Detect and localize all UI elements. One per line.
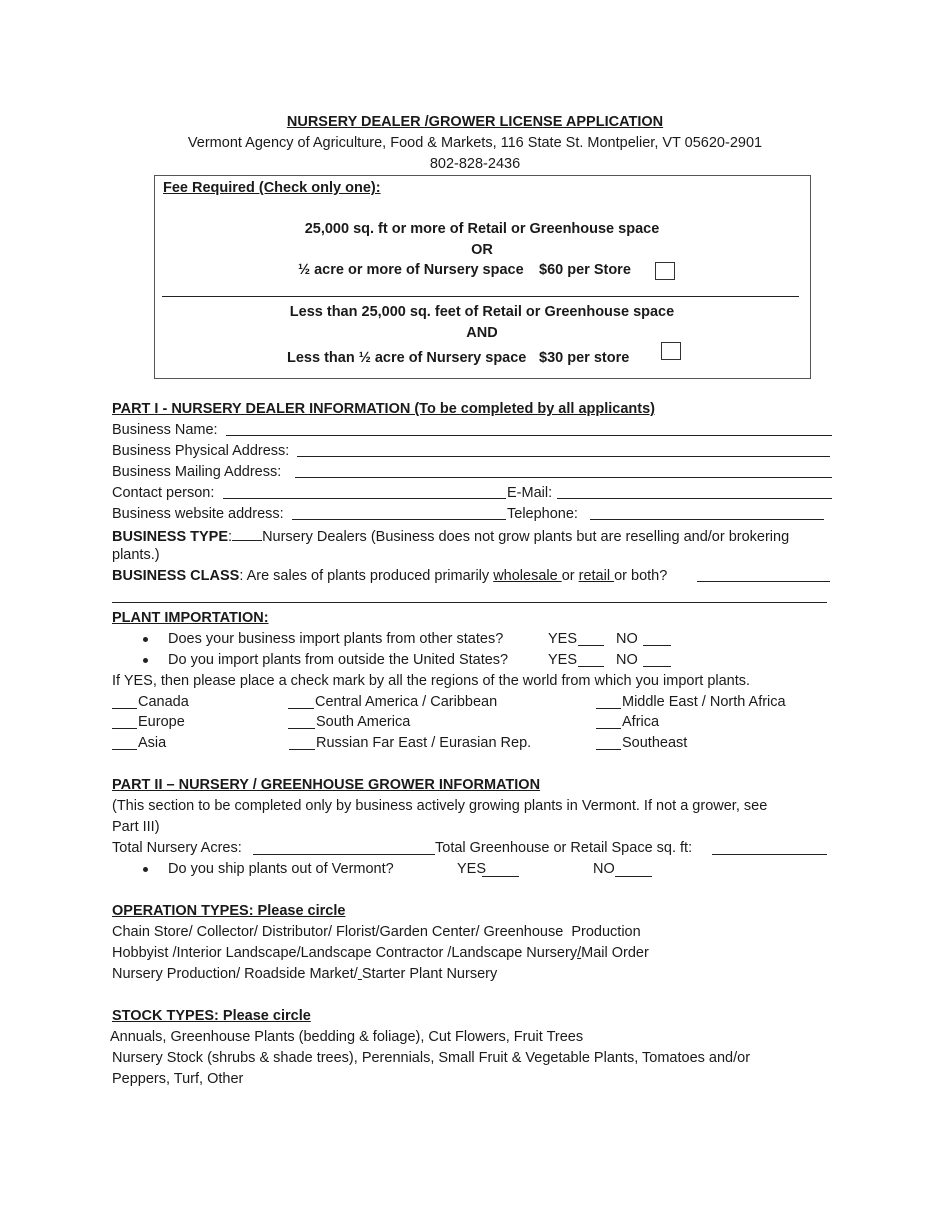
business-class-label: BUSINESS CLASS: [112, 568, 240, 584]
stock-line1: Annuals, Greenhouse Plants (bedding & foliage), Cut Flowers, Fruit Trees: [110, 1029, 584, 1045]
ship-question: Do you ship plants out of Vermont?: [168, 861, 394, 877]
contact-person-label: Contact person:: [112, 485, 215, 501]
region-europe-label: Europe: [138, 714, 185, 730]
telephone-label: Telephone:: [507, 506, 578, 522]
operation-line2-slash: /: [577, 945, 582, 961]
part2-note: (This section to be completed only by business actively growing plants in Vermont. If not a grower, see: [112, 798, 768, 814]
region-middle-east-blank[interactable]: [596, 708, 621, 709]
fee-option2-line1: Less than 25,000 sq. feet of Retail or Greenhouse space: [289, 304, 675, 320]
import-states-question: Does your business import plants from other states?: [168, 631, 504, 647]
agency-address: Vermont Agency of Agriculture, Food & Markets, 116 State St. Montpelier, VT 05620-2901: [187, 135, 763, 151]
physical-address-field[interactable]: [297, 456, 830, 457]
business-class-field[interactable]: [697, 581, 830, 582]
region-south-america-label: South America: [316, 714, 411, 730]
fee-option2-price: $30 per store: [539, 350, 630, 366]
operation-line3-part1: Nursery Production/ Roadside Market/: [112, 966, 358, 982]
region-middle-east-label: Middle East / North Africa: [622, 694, 786, 710]
or-text: or: [561, 568, 579, 584]
nursery-acres-field[interactable]: [253, 854, 435, 855]
website-label: Business website address:: [112, 506, 284, 522]
operation-line1: Chain Store/ Collector/ Distributor/ Florist/Garden Center/ Greenhouse Production: [112, 924, 641, 940]
business-name-field[interactable]: [226, 435, 832, 436]
email-label: E-Mail:: [507, 485, 553, 501]
operation-line3: [112, 965, 497, 983]
region-africa-label: Africa: [622, 714, 660, 730]
region-southeast-label: Southeast: [622, 735, 688, 751]
region-asia-blank[interactable]: [112, 749, 137, 750]
region-europe-blank[interactable]: [112, 728, 137, 729]
business-type-label: BUSINESS TYPE: [112, 529, 229, 545]
fee-option1-price: $60 per Store: [539, 262, 631, 278]
mailing-address-label: Business Mailing Address:: [112, 464, 282, 480]
import-foreign-yes-blank[interactable]: [578, 666, 604, 667]
bullet-icon: [143, 637, 148, 642]
greenhouse-space-field[interactable]: [712, 854, 827, 855]
fee-option2-checkbox[interactable]: [661, 342, 681, 360]
stock-line3: Peppers, Turf, Other: [112, 1071, 244, 1087]
agency-phone: 802-828-2436: [429, 156, 521, 172]
region-canada-blank[interactable]: [112, 708, 137, 709]
business-class-text2: or both?: [614, 568, 668, 584]
business-type-text: Nursery Dealers (Business does not grow plants but are reselling and/or brokering: [262, 529, 790, 545]
region-asia-label: Asia: [138, 735, 167, 751]
retail-text: retail: [578, 568, 615, 584]
bullet-icon: [143, 867, 148, 872]
region-africa-blank[interactable]: [596, 728, 621, 729]
physical-address-label: Business Physical Address:: [112, 443, 290, 459]
operation-line2-part2: Mail Order: [581, 945, 649, 961]
nursery-acres-label: Total Nursery Acres:: [112, 840, 242, 856]
greenhouse-space-label: Total Greenhouse or Retail Space sq. ft:: [435, 840, 693, 856]
region-russian-far-east-blank[interactable]: [289, 749, 315, 750]
business-type-text-cont: plants.): [112, 547, 160, 563]
ship-yes-blank[interactable]: [482, 876, 519, 877]
ship-yes-label: YES: [457, 861, 487, 877]
import-foreign-yes-label: YES: [548, 652, 578, 668]
business-name-label: Business Name:: [112, 422, 218, 438]
operation-line2-part1: Hobbyist /Interior Landscape/Landscape Contractor /Landscape Nursery: [112, 945, 578, 961]
operation-heading: OPERATION TYPES: Please circle: [112, 903, 346, 919]
part1-heading: PART I - NURSERY DEALER INFORMATION (To be completed by all applicants): [112, 401, 655, 417]
import-foreign-question: Do you import plants from outside the United States?: [168, 652, 509, 668]
importation-heading: PLANT IMPORTATION:: [112, 610, 269, 626]
operation-line3-part2: Starter Plant Nursery: [361, 966, 498, 982]
region-canada-label: Canada: [138, 694, 189, 710]
region-russian-far-east-label: Russian Far East / Eurasian Rep.: [316, 735, 532, 751]
business-class-row: [112, 567, 667, 585]
stock-line2: Nursery Stock (shrubs & shade trees), Perennials, Small Fruit & Vegetable Plants, Tomatoes and/or: [112, 1050, 751, 1066]
ship-no-blank[interactable]: [615, 876, 652, 877]
business-class-extra-line[interactable]: [112, 602, 827, 603]
import-states-yes-label: YES: [548, 631, 578, 647]
region-central-america-label: Central America / Caribbean: [315, 694, 498, 710]
part2-note-cont: Part III): [112, 819, 160, 835]
fee-option1-line1: 25,000 sq. ft or more of Retail or Greenhouse space: [304, 221, 660, 237]
fee-option1-line2: ½ acre or more of Nursery space: [298, 262, 524, 278]
business-type-blank[interactable]: [232, 526, 262, 541]
fee-option1-checkbox[interactable]: [655, 262, 675, 280]
import-states-no-label: NO: [616, 631, 638, 647]
import-states-yes-blank[interactable]: [578, 645, 604, 646]
business-type-colon: :: [228, 529, 233, 545]
import-foreign-no-label: NO: [616, 652, 638, 668]
business-type-row: [112, 526, 789, 546]
form-title: NURSERY DEALER /GROWER LICENSE APPLICATION: [286, 114, 664, 130]
stock-heading: STOCK TYPES: Please circle: [112, 1008, 311, 1024]
wholesale-text: wholesale: [493, 568, 562, 584]
import-states-no-blank[interactable]: [643, 645, 671, 646]
import-foreign-no-blank[interactable]: [643, 666, 671, 667]
bullet-icon: [143, 658, 148, 663]
region-south-america-blank[interactable]: [288, 728, 315, 729]
region-southeast-blank[interactable]: [596, 749, 621, 750]
mailing-address-field[interactable]: [295, 477, 832, 478]
telephone-field[interactable]: [590, 519, 824, 520]
business-class-text1: : Are sales of plants produced primarily: [239, 568, 494, 584]
fee-option1-connector: OR: [471, 242, 493, 258]
operation-line2: [112, 944, 649, 962]
fee-option2-connector: AND: [466, 325, 498, 341]
import-instruction: If YES, then please place a check mark by all the regions of the world from which you import plants.: [112, 673, 751, 689]
ship-no-label: NO: [593, 861, 615, 877]
fee-option2-line2: Less than ½ acre of Nursery space: [287, 350, 527, 366]
fee-divider: [162, 296, 799, 297]
contact-person-field[interactable]: [223, 498, 506, 499]
region-central-america-blank[interactable]: [288, 708, 314, 709]
website-field[interactable]: [292, 519, 506, 520]
part2-heading: PART II – NURSERY / GREENHOUSE GROWER INFORMATION: [112, 777, 541, 793]
fee-heading: Fee Required (Check only one):: [163, 180, 381, 196]
email-field[interactable]: [557, 498, 832, 499]
